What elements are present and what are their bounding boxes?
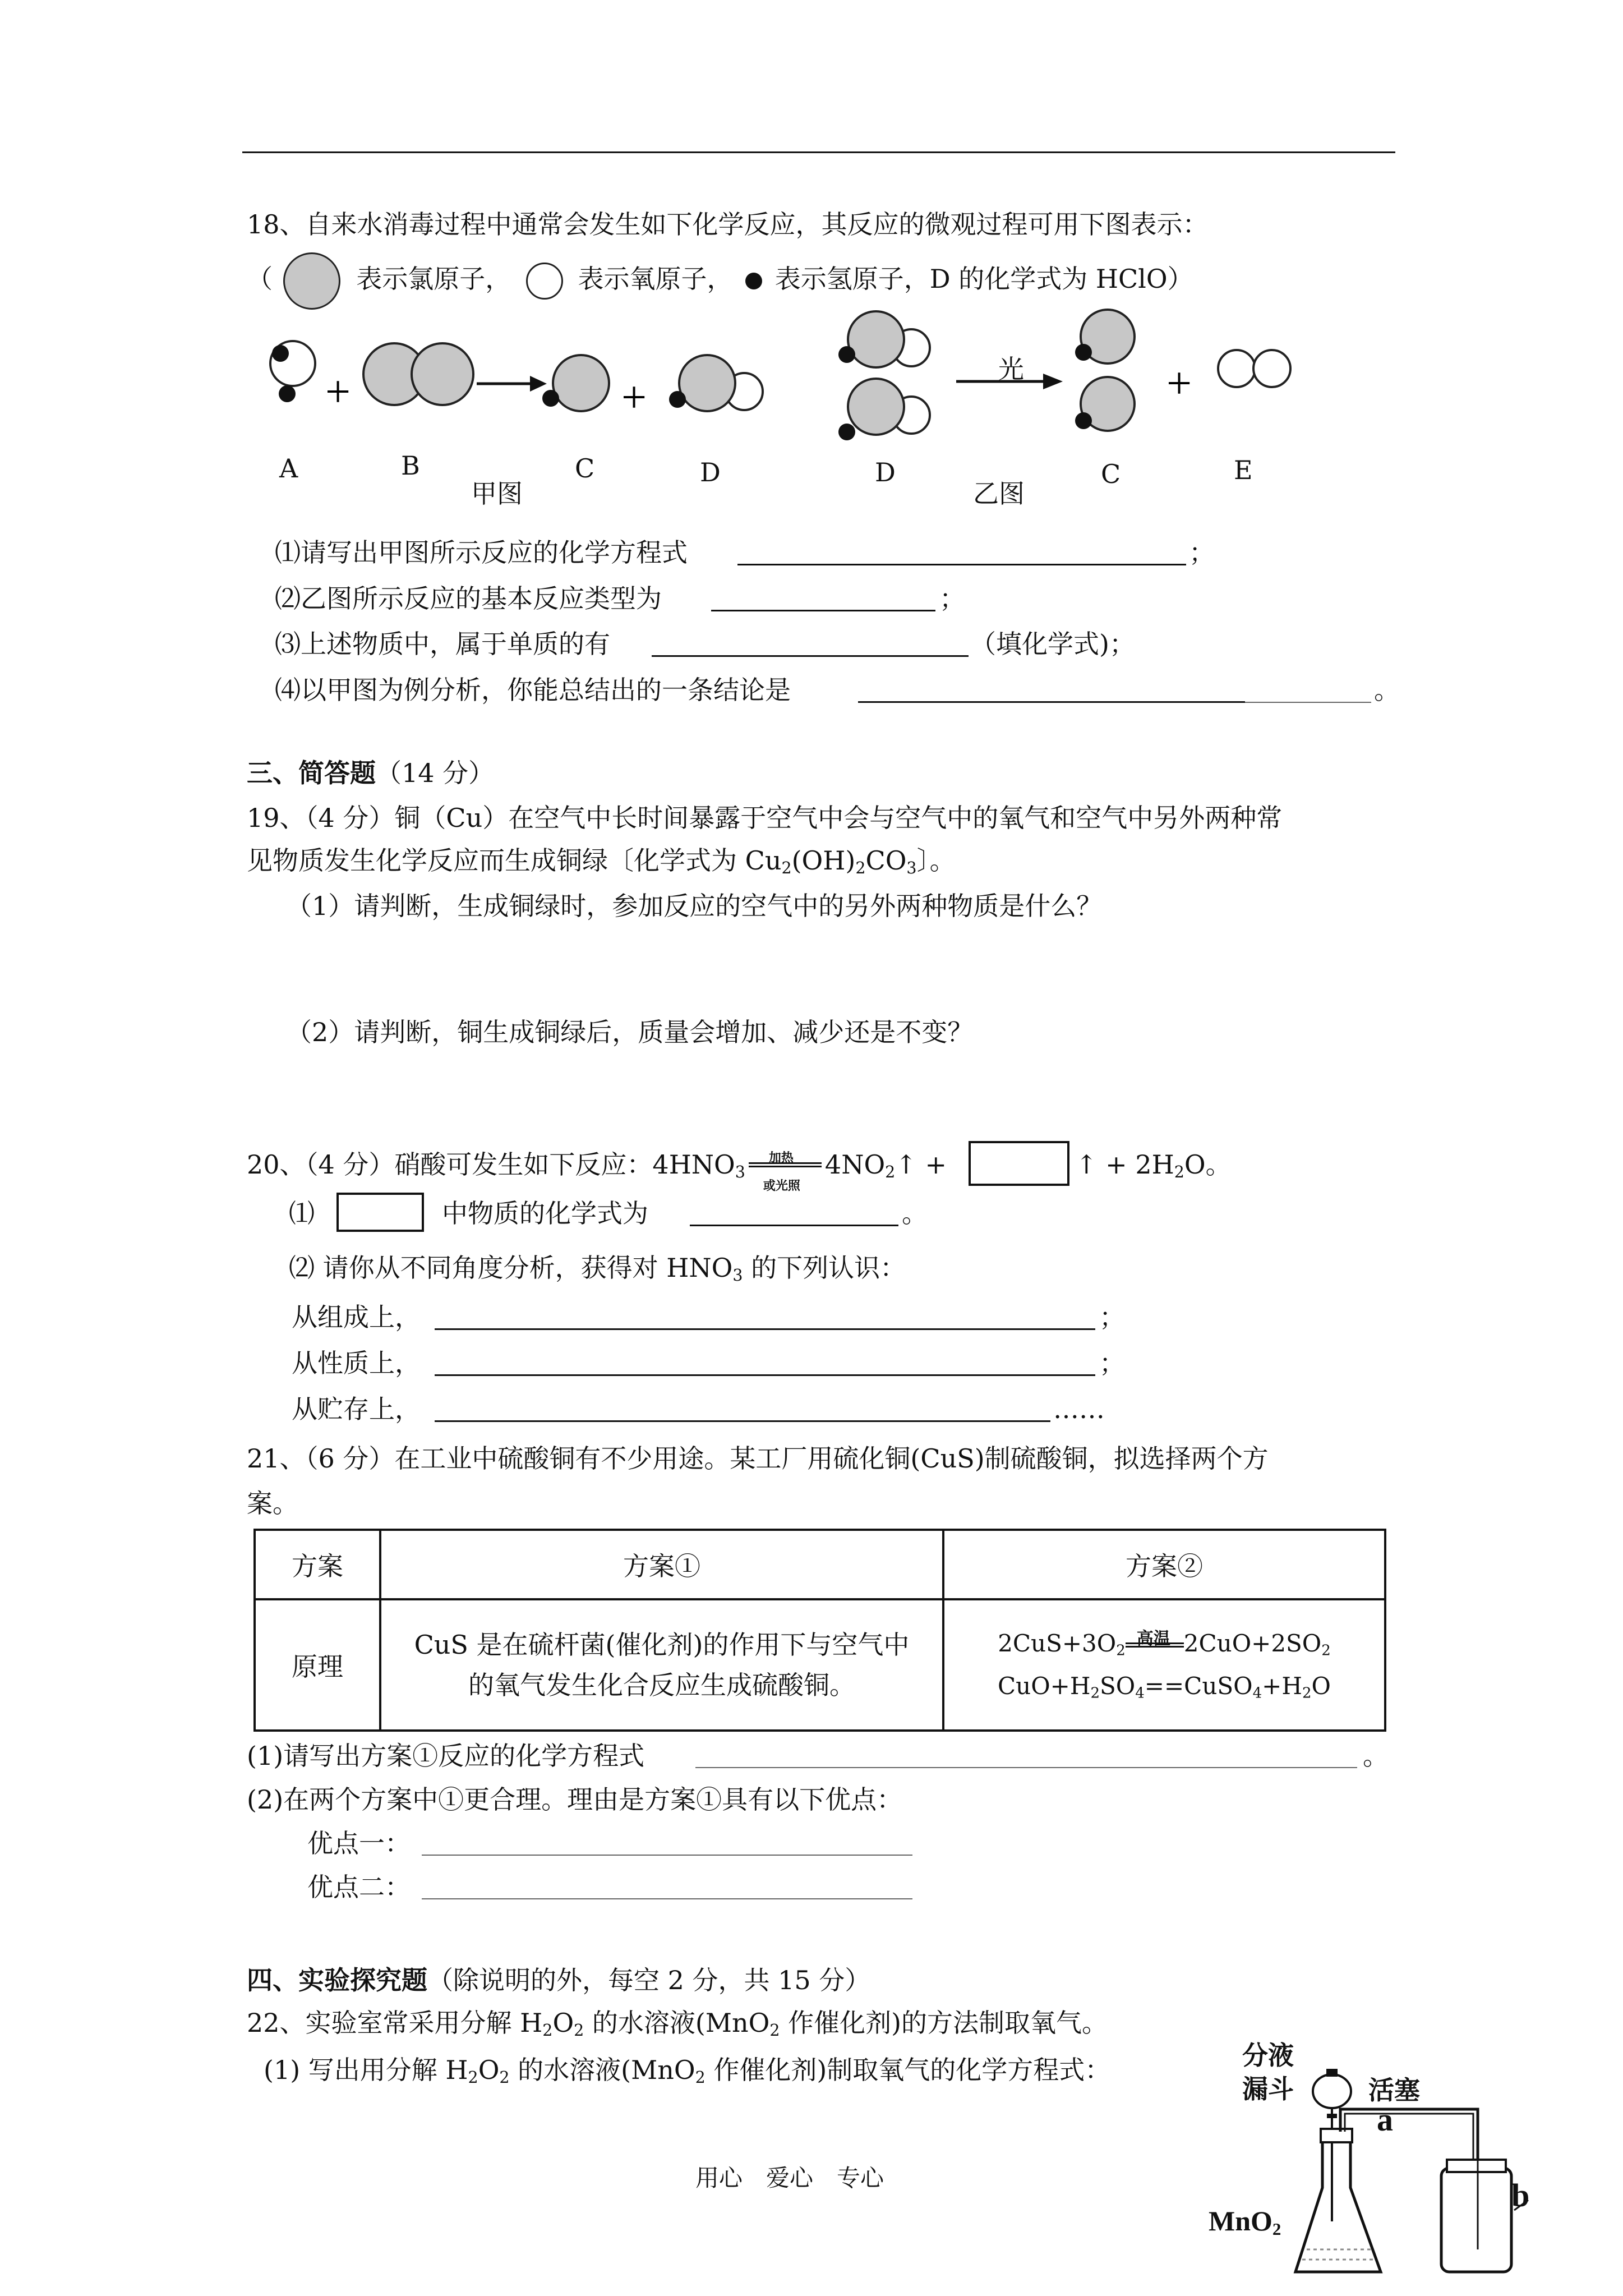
- label-C2: C: [1101, 459, 1121, 489]
- q18-sub1-blank[interactable]: [737, 564, 1186, 565]
- reaction-arrow-1: [477, 376, 547, 392]
- q22-sub1: [264, 2053, 1110, 2087]
- molecule-E: [1218, 350, 1290, 387]
- q20-sub1-box: [336, 1193, 424, 1232]
- plus-2: +: [621, 373, 647, 422]
- plus-1: +: [325, 367, 351, 417]
- q22-l1-b: O: [552, 2008, 574, 2038]
- eq1-b: 2CuO+2SO: [1183, 1630, 1322, 1657]
- q19-line2: [247, 844, 956, 877]
- q20-arrow-plus: ↑ +: [895, 1149, 947, 1180]
- label-E: E: [1234, 455, 1253, 485]
- q19-sub2: （2）请判断，铜生成铜绿后，质量会增加、减少还是不变？: [286, 1017, 974, 1047]
- eq2-c: ==CuSO: [1144, 1672, 1253, 1700]
- q21-sub1: (1)请写出方案①反应的化学方程式: [247, 1741, 645, 1771]
- q18-sub2: ⑵乙图所示反应的基本反应类型为: [275, 583, 662, 614]
- eq1-cond-text: 高温: [1136, 1629, 1170, 1649]
- q19-sub-b: 2: [855, 859, 866, 878]
- q18-sub2-end: ；: [939, 583, 965, 614]
- table-header-scheme1: 方案①: [380, 1530, 943, 1599]
- mno2-sub: 2: [1272, 2219, 1281, 2239]
- q20-sub1-text: 中物质的化学式为: [442, 1198, 648, 1228]
- q21-line2: 案。: [247, 1488, 298, 1519]
- q22-s1-c: 的水溶液(MnO: [509, 2055, 695, 2085]
- eq2-b: SO: [1100, 1672, 1136, 1700]
- eq2-a: CuO+H: [998, 1672, 1091, 1700]
- eq1-a: 2CuS+3O: [998, 1630, 1117, 1657]
- label-mno2: [1209, 2205, 1281, 2237]
- section-4-title: 四、实验探究题: [247, 1965, 427, 1995]
- hydrogen-atom-icon: [745, 273, 762, 289]
- q22-l1-d: 作催化剂)的方法制取氧气。: [780, 2008, 1108, 2038]
- table-row-principle: 原理: [255, 1599, 380, 1731]
- q18-sub3-end: （填化学式)；: [970, 629, 1135, 659]
- section-4-heading: [247, 1963, 870, 1997]
- fig-jia: 甲图: [471, 478, 523, 509]
- q20-row3-blank[interactable]: [435, 1420, 1050, 1422]
- q19-line2-pre: 见物质发生化学反应而生成铜绿〔化学式为 Cu: [247, 845, 782, 876]
- q18-sub1-end: ；: [1189, 537, 1215, 568]
- q20-sub2-sub: 3: [732, 1266, 743, 1285]
- label-D2: D: [875, 457, 896, 487]
- eq1-condition: [1126, 1629, 1184, 1654]
- q21-sub1-blank[interactable]: [695, 1767, 1357, 1768]
- q21-sub1-end: 。: [1363, 1741, 1389, 1771]
- q22-s1-d: 作催化剂)制取氧气的化学方程式：: [705, 2055, 1111, 2085]
- q20-tail-text: ↑ + 2H: [1076, 1149, 1174, 1180]
- scheme1-line1: CuS 是在硫杆菌(催化剂)的作用下与空气中: [414, 1630, 910, 1660]
- q22-s1-s3: 2: [695, 2068, 706, 2087]
- q20-sub1-pre: ⑴: [289, 1198, 315, 1228]
- q20-sub-3: 3: [735, 1163, 745, 1182]
- eq2-e: O: [1311, 1672, 1331, 1700]
- q18-sub1: ⑴请写出甲图所示反应的化学方程式: [275, 537, 688, 568]
- q22-l1-s1: 2: [542, 2021, 553, 2040]
- q18-sub4-blank[interactable]: [858, 701, 1245, 703]
- section-4-score: （除说明的外，每空 2 分，共 15 分）: [427, 1965, 871, 1995]
- label-funnel-line1: 分液: [1242, 2040, 1294, 2070]
- q20-sub2-end: 的下列认识：: [743, 1253, 906, 1283]
- q20-tail: [1076, 1148, 1232, 1181]
- q18-sub4-blank-ext: [1245, 702, 1371, 703]
- q20-answer-box[interactable]: [969, 1141, 1069, 1186]
- q19-sub1: （1）请判断，生成铜绿时，参加反应的空气中的另外两种物质是什么？: [286, 891, 1103, 921]
- label-B: B: [401, 450, 420, 481]
- plus-3: +: [1166, 359, 1192, 408]
- q22-s1-s2: 2: [499, 2068, 510, 2087]
- q22-s1-b: O: [478, 2055, 500, 2085]
- scheme1-line2: 的氧气发生化合反应生成硫酸铜。: [468, 1670, 855, 1700]
- q20-row3-end: ……: [1053, 1394, 1105, 1424]
- molecule-D2-top: [838, 311, 930, 367]
- q20-tail-end: O。: [1184, 1149, 1232, 1180]
- legend-open: （: [247, 264, 273, 294]
- q21-adv1: 优点一：: [307, 1828, 411, 1858]
- header-rule: [242, 151, 1395, 153]
- q20-sub1-end: 。: [902, 1198, 928, 1228]
- q22-line1: [247, 2006, 1108, 2040]
- q21-sub2: (2)在两个方案中①更合理。理由是方案①具有以下优点：: [247, 1784, 903, 1815]
- q18-sub2-blank[interactable]: [711, 610, 935, 611]
- q20-cond-top: 加热: [768, 1151, 794, 1165]
- eq2-s3: 4: [1252, 1685, 1262, 1702]
- q22-l1-s2: 2: [574, 2021, 584, 2040]
- q18-sub4-end: 。: [1374, 675, 1400, 705]
- q18-stem: 18、自来水消毒过程中通常会发生如下化学反应，其反应的微观过程可用下图表示：: [247, 209, 1209, 240]
- table-header-scheme: 方案: [255, 1530, 380, 1599]
- section-3-heading: [247, 756, 494, 790]
- q21-adv1-blank[interactable]: [422, 1855, 912, 1856]
- page-footer: 用心 爱心 专心: [695, 2164, 884, 2192]
- q20-sub2: [289, 1251, 906, 1285]
- scheme2-eq2: [950, 1665, 1378, 1708]
- scheme-table: [253, 1529, 1386, 1732]
- q22-l1-s3: 2: [769, 2021, 780, 2040]
- molecule-C2-top: [1075, 310, 1135, 364]
- q22-s1-s1: 2: [468, 2068, 478, 2087]
- eq2-s1: 2: [1090, 1685, 1100, 1702]
- label-C1: C: [575, 453, 595, 484]
- q19-sub-c: 3: [906, 859, 917, 878]
- q20-sub-2b: 2: [1174, 1163, 1184, 1182]
- molecule-C2-bottom: [1075, 377, 1135, 431]
- q20-row2-label: 从性质上，: [292, 1348, 421, 1378]
- q20-equation: [247, 1148, 947, 1193]
- molecule-D2-bottom: [838, 379, 930, 440]
- q20-row2-blank[interactable]: [435, 1374, 1095, 1376]
- q19-line1: 19、（4 分）铜（Cu）在空气中长时间暴露于空气中会与空气中的氧气和空气中另外两种常: [247, 803, 1283, 833]
- q20-row1-label: 从组成上，: [292, 1302, 421, 1332]
- fig-yi: 乙图: [973, 478, 1025, 509]
- q21-adv2: 优点二：: [307, 1872, 411, 1902]
- q19-sub-a: 2: [781, 859, 792, 878]
- q21-line1: 21、（6 分）在工业中硫酸铜有不少用途。某工厂用硫化铜(CuS)制硫酸铜，拟选择两个方: [247, 1443, 1269, 1474]
- q21-adv2-blank[interactable]: [422, 1898, 912, 1899]
- label-A: A: [279, 453, 298, 484]
- label-funnel-line2: 漏斗: [1242, 2074, 1294, 2104]
- molecule-B: [363, 343, 473, 405]
- label-stopcock: 活塞: [1368, 2075, 1420, 2105]
- q18-sub3-blank[interactable]: [652, 655, 969, 657]
- q18-sub3: ⑶上述物质中，属于单质的有: [275, 629, 610, 659]
- q20-sub1-blank[interactable]: [690, 1225, 898, 1226]
- eq1-sub: 2: [1116, 1642, 1126, 1659]
- q18-sub4: ⑷以甲图为例分析，你能总结出的一条结论是: [275, 675, 791, 705]
- q20-row1-end: ；: [1099, 1302, 1125, 1332]
- legend-oxygen: 表示氧原子，: [578, 264, 733, 294]
- eq2-s2: 4: [1135, 1685, 1145, 1702]
- light-label: 光: [998, 354, 1024, 384]
- eq1-sub2: 2: [1321, 1642, 1331, 1659]
- q20-row2-end: ；: [1099, 1348, 1125, 1378]
- reaction-diagram: [0, 292, 1623, 527]
- mno2-text: MnO: [1209, 2205, 1272, 2237]
- label-D1: D: [700, 457, 721, 487]
- conical-flask: [1295, 2129, 1381, 2272]
- section-3-score: （14 分）: [376, 758, 495, 788]
- q20-pre: 20、（4 分）硝酸可发生如下反应：4HNO: [247, 1149, 735, 1180]
- q20-condition: [749, 1151, 822, 1193]
- table-cell-scheme1: [380, 1599, 943, 1731]
- label-b: b: [1511, 2177, 1530, 2214]
- q19-line2-end: 〕。: [916, 845, 956, 876]
- table-cell-scheme2: [943, 1599, 1385, 1731]
- label-a: a: [1377, 2101, 1393, 2138]
- molecule-D1: [669, 355, 763, 411]
- q19-line2-mid: (OH): [791, 845, 856, 876]
- q22-l1-a: 22、实验室常采用分解 H: [247, 2008, 543, 2038]
- q22-s1-a: (1) 写出用分解 H: [264, 2055, 468, 2085]
- eq2-d: +H: [1262, 1672, 1302, 1700]
- q19-line2-mid2: CO: [865, 845, 907, 876]
- section-3-title: 三、简答题: [247, 758, 376, 788]
- q20-row1-blank[interactable]: [435, 1328, 1095, 1330]
- eq2-s4: 2: [1302, 1685, 1312, 1702]
- q20-cond-bot: 或光照: [763, 1179, 800, 1193]
- molecule-A: [270, 341, 315, 402]
- q20-row3-label: 从贮存上，: [292, 1394, 421, 1424]
- legend-chlorine: 表示氯原子，: [356, 264, 511, 294]
- q22-l1-c: 的水溶液(MnO: [584, 2008, 770, 2038]
- table-header-scheme2: 方案②: [943, 1530, 1385, 1599]
- q20-mid: 4NO: [824, 1149, 886, 1180]
- scheme2-eq1: [950, 1622, 1378, 1665]
- q20-sub-2: 2: [885, 1163, 896, 1182]
- q20-sub2-pre: ⑵ 请你从不同角度分析，获得对 HNO: [289, 1253, 733, 1283]
- molecule-C1: [542, 355, 609, 411]
- legend-hydrogen: 表示氢原子，D 的化学式为 HClO）: [774, 264, 1193, 294]
